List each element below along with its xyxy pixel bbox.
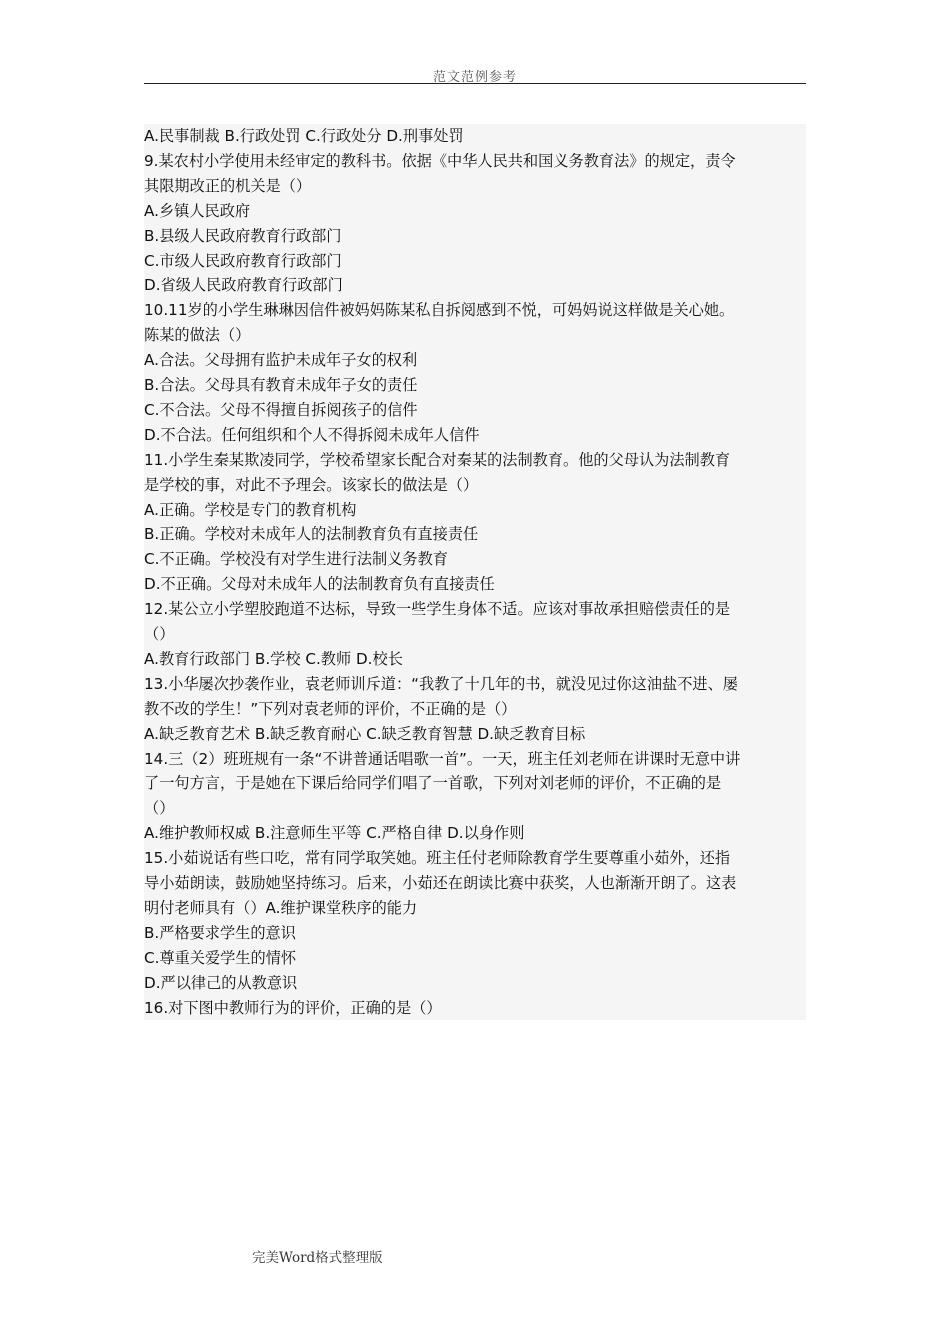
text-line: 13.小华屡次抄袭作业，袁老师训斥道：“我教了十几年的书，就没见过你这油盐不进、屡 — [144, 674, 738, 693]
text-line: D.严以律己的从教意识 — [144, 973, 298, 992]
text-line: 14.三（2）班班规有一条“不讲普通话唱歌一首”。一天，班主任刘老师在讲课时无意中讲 — [144, 749, 741, 768]
text-line: C.不合法。父母不得擅自拆阅孩子的信件 — [144, 400, 418, 419]
text-line: 了一句方言，于是她在下课后给同学们唱了一首歌，下列对刘老师的评价，不正确的是 — [144, 774, 722, 793]
text-line: 其限期改正的机关是（） — [144, 176, 312, 195]
text-line: A.乡镇人民政府 — [144, 201, 251, 220]
text-line: A.合法。父母拥有监护未成年子女的权利 — [144, 351, 418, 370]
text-line: 11.小学生秦某欺凌同学，学校希望家长配合对秦某的法制教育。他的父母认为法制教育 — [144, 450, 731, 469]
text-line: B.正确。学校对未成年人的法制教育负有直接责任 — [144, 525, 479, 544]
text-line: 是学校的事，对此不予理会。该家长的做法是（） — [144, 475, 479, 494]
text-line: B.严格要求学生的意识 — [144, 923, 296, 942]
document-body — [144, 124, 806, 1020]
text-line: A.正确。学校是专门的教育机构 — [144, 500, 357, 519]
page-footer: 完美Word格式整理版 — [252, 1250, 383, 1266]
text-line: 16.对下图中教师行为的评价，正确的是（） — [144, 998, 442, 1017]
page-header: 范文范例参考 — [432, 70, 517, 85]
text-line: D.省级人民政府教育行政部门 — [144, 276, 343, 295]
text-line: A.民事制裁 B.行政处罚 C.行政处分 D.刑事处罚 — [144, 127, 464, 145]
text-line: A.维护教师权威 B.注意师生平等 C.严格自律 D.以身作则 — [144, 824, 525, 843]
text-line: B.合法。父母具有教育未成年子女的责任 — [144, 376, 418, 394]
text-line: 导小茹朗读，鼓励她坚持练习。后来，小茹还在朗读比赛中获奖，人也渐渐开朗了。这表 — [144, 874, 737, 892]
text-line: A.缺乏教育艺术 B.缺乏教育耐心 C.缺乏教育智慧 D.缺乏教育目标 — [144, 724, 586, 743]
text-line: （） — [144, 799, 175, 818]
text-line: C.尊重关爱学生的情怀 — [144, 948, 297, 967]
text-line: 教不改的学生！”下列对袁老师的评价，不正确的是（） — [144, 699, 517, 718]
text-line: D.不正确。父母对未成年人的法制教育负有直接责任 — [144, 575, 495, 594]
text-line: 陈某的做法（） — [144, 326, 251, 345]
text-line: A.教育行政部门 B.学校 C.教师 D.校长 — [144, 649, 403, 668]
text-line: C.市级人民政府教育行政部门 — [144, 251, 342, 270]
text-line: （） — [144, 625, 175, 643]
text-line: 10.11岁的小学生琳琳因信件被妈妈陈某私自拆阅感到不悦，可妈妈说这样做是关心她。 — [144, 301, 735, 320]
header-divider — [144, 83, 806, 84]
text-line: C.不正确。学校没有对学生进行法制义务教育 — [144, 550, 448, 569]
text-line: 明付老师具有（）A.维护课堂秩序的能力 — [144, 898, 418, 917]
text-line: 9.某农村小学使用未经审定的教科书。依据《中华人民共和国义务教育法》的规定，责令 — [144, 151, 736, 170]
text-line: B.县级人民政府教育行政部门 — [144, 226, 342, 245]
text-line: D.不合法。任何组织和个人不得拆阅未成年人信件 — [144, 425, 480, 444]
text-line: 15.小茹说话有些口吃，常有同学取笑她。班主任付老师除教育学生要尊重小茹外，还指 — [144, 849, 731, 868]
text-line: 12.某公立小学塑胶跑道不达标，导致一些学生身体不适。应该对事故承担赔偿责任的是 — [144, 600, 731, 619]
